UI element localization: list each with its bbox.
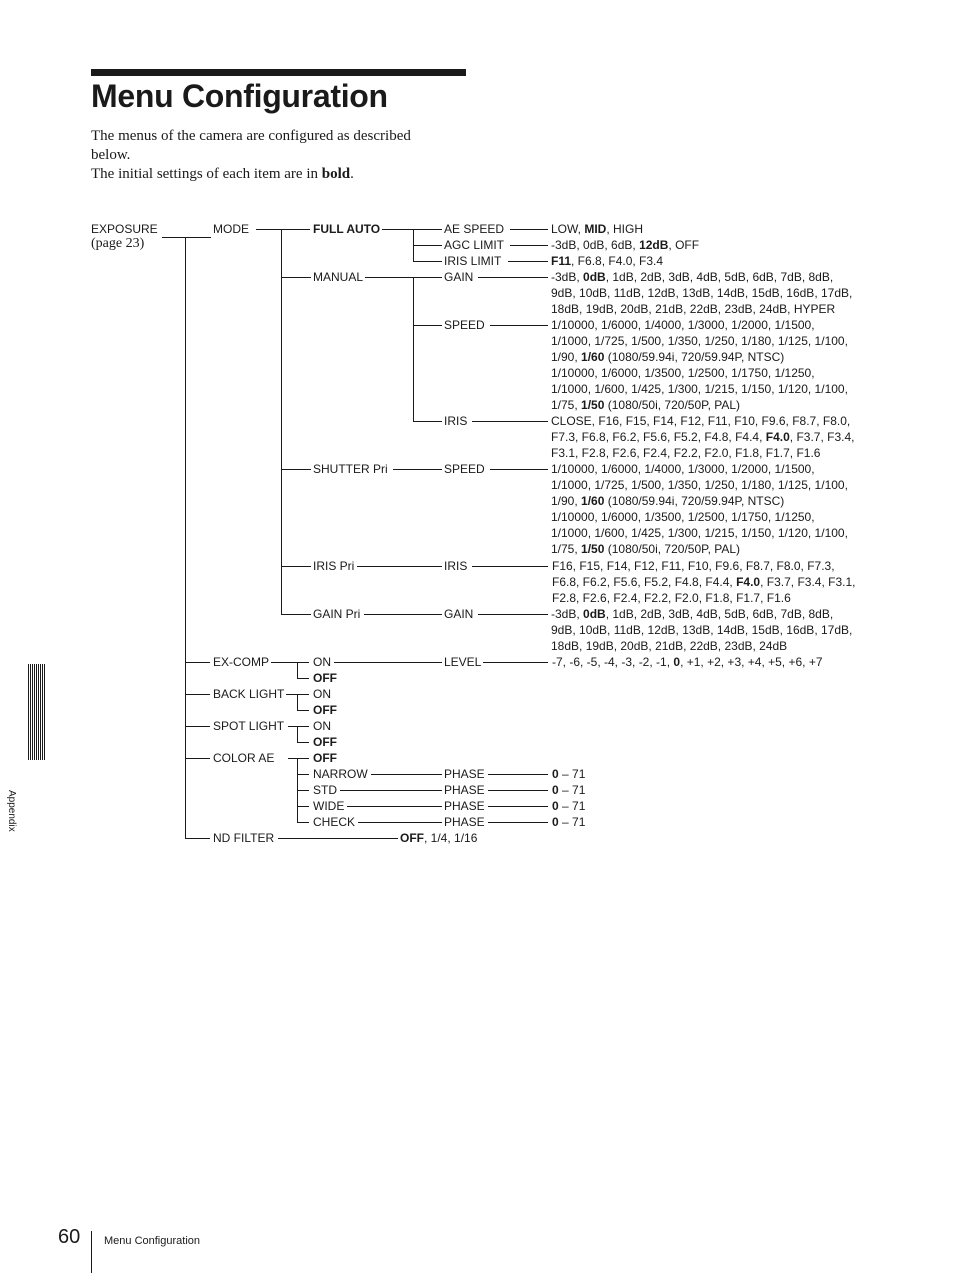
value-agc-limit: -3dB, 0dB, 6dB, 12dB, OFF [551,238,700,252]
value-speed-line-3: 1/90, 1/60 (1080/59.94i, 720/59.94P, NTSC) [551,350,785,364]
menu-exposure: EXPOSURE [91,222,158,236]
value-sp-speed-line-3: 1/90, 1/60 (1080/59.94i, 720/59.94P, NTSC) [551,494,785,508]
value-phase-wide: 0 – 71 [552,799,586,813]
value-sp-speed-line-4: 1/10000, 1/6000, 1/3500, 1/2500, 1/1750, 1/1250, [551,510,815,524]
value-ip-iris-line-3: F2.8, F2.6, F2.4, F2.2, F2.0, F1.8, F1.7, F1.6 [552,591,791,605]
color-ae-off: OFF [313,751,337,765]
item-phase-check: PHASE [444,815,485,829]
menu-nd-filter: ND FILTER [213,831,275,845]
intro-line-2: below. [91,147,131,163]
item-phase-std: PHASE [444,783,485,797]
page-title: Menu Configuration [91,78,388,114]
color-ae-check: CHECK [313,815,356,829]
value-iris-line-2: F7.3, F6.8, F6.2, F5.6, F5.2, F4.8, F4.4, F4.0, F3.7, F3.4, [551,430,855,444]
title-rule [91,69,466,76]
menu-spot-light: SPOT LIGHT [213,719,285,733]
value-gp-gain-line-3: 18dB, 19dB, 20dB, 21dB, 22dB, 23dB, 24dB [551,639,788,653]
item-iris: IRIS [444,414,468,428]
section-tab-marker [28,664,46,760]
value-nd-filter: OFF, 1/4, 1/16 [400,831,478,845]
back-light-on: ON [313,687,331,701]
value-sp-speed-line-5: 1/1000, 1/600, 1/425, 1/300, 1/215, 1/150, 1/120, 1/100, [551,526,848,540]
intro-line-1: The menus of the camera are configured as described [91,128,411,144]
menu-mode: MODE [213,222,249,236]
mode-full-auto: FULL AUTO [313,222,381,236]
value-phase-check: 0 – 71 [552,815,586,829]
value-sp-speed-line-6: 1/75, 1/50 (1080/50i, 720/50P, PAL) [551,542,741,556]
value-gain-line-1: -3dB, 0dB, 1dB, 2dB, 3dB, 4dB, 5dB, 6dB, 7dB, 8dB, [551,270,834,284]
item-phase-narrow: PHASE [444,767,485,781]
spot-light-off: OFF [313,735,337,749]
value-ip-iris-line-1: F16, F15, F14, F12, F11, F10, F9.6, F8.7, F8.0, F7.3, [552,559,835,573]
value-iris-line-3: F3.1, F2.8, F2.6, F2.4, F2.2, F2.0, F1.8, F1.7, F1.6 [551,446,821,460]
item-level: LEVEL [444,655,482,669]
value-ae-speed: LOW, MID, HIGH [551,222,644,236]
color-ae-std: STD [313,783,337,797]
mode-shutter-pri: SHUTTER Pri [313,462,388,476]
value-gp-gain-line-1: -3dB, 0dB, 1dB, 2dB, 3dB, 4dB, 5dB, 6dB, 7dB, 8dB, [551,607,834,621]
back-light-off: OFF [313,703,337,717]
value-ip-iris-line-2: F6.8, F6.2, F5.6, F5.2, F4.8, F4.4, F4.0, F3.7, F3.4, F3.1, [552,575,856,589]
mode-gain-pri: GAIN Pri [313,607,361,621]
value-phase-narrow: 0 – 71 [552,767,586,781]
item-speed-shutter: SPEED [444,462,485,476]
ex-comp-off: OFF [313,671,337,685]
item-gain-pri-gain: GAIN [444,607,474,621]
value-gain-line-3: 18dB, 19dB, 20dB, 21dB, 22dB, 23dB, 24dB, HYPER [551,302,836,316]
item-phase-wide: PHASE [444,799,485,813]
value-iris-line-1: CLOSE, F16, F15, F14, F12, F11, F10, F9.6, F8.7, F8.0, [551,414,851,428]
ex-comp-on: ON [313,655,331,669]
page-number: 60 [58,1226,81,1248]
intro-line-3: The initial settings of each item are in bold. [91,166,354,182]
mode-iris-pri: IRIS Pri [313,559,355,573]
item-speed: SPEED [444,318,485,332]
value-gp-gain-line-2: 9dB, 10dB, 11dB, 12dB, 13dB, 14dB, 15dB, 16dB, 17dB, [551,623,853,637]
value-speed-line-2: 1/1000, 1/725, 1/500, 1/350, 1/250, 1/180, 1/125, 1/100, [551,334,848,348]
menu-color-ae: COLOR AE [213,751,275,765]
value-gain-line-2: 9dB, 10dB, 11dB, 12dB, 13dB, 14dB, 15dB, 16dB, 17dB, [551,286,853,300]
value-iris-limit: F11, F6.8, F4.0, F3.4 [551,254,664,268]
value-speed-line-1: 1/10000, 1/6000, 1/4000, 1/3000, 1/2000, 1/1500, [551,318,815,332]
item-agc-limit: AGC LIMIT [444,238,505,252]
item-ae-speed: AE SPEED [444,222,505,236]
item-iris-limit: IRIS LIMIT [444,254,502,268]
value-level: -7, -6, -5, -4, -3, -2, -1, 0, +1, +2, +3, +4, +5, +6, +7 [552,655,823,669]
spot-light-on: ON [313,719,331,733]
color-ae-narrow: NARROW [313,767,368,781]
value-speed-line-5: 1/1000, 1/600, 1/425, 1/300, 1/215, 1/150, 1/120, 1/100, [551,382,848,396]
menu-back-light: BACK LIGHT [213,687,285,701]
value-sp-speed-line-1: 1/10000, 1/6000, 1/4000, 1/3000, 1/2000, 1/1500, [551,462,815,476]
value-speed-line-6: 1/75, 1/50 (1080/50i, 720/50P, PAL) [551,398,741,412]
mode-manual: MANUAL [313,270,364,284]
footer-divider [91,1231,92,1273]
menu-ex-comp: EX-COMP [213,655,270,669]
item-iris-pri-iris: IRIS [444,559,468,573]
footer-section-title: Menu Configuration [104,1235,201,1247]
value-phase-std: 0 – 71 [552,783,586,797]
page-reference: (page 23) [91,236,145,251]
value-speed-line-4: 1/10000, 1/6000, 1/3500, 1/2500, 1/1750, 1/1250, [551,366,815,380]
value-sp-speed-line-2: 1/1000, 1/725, 1/500, 1/350, 1/250, 1/180, 1/125, 1/100, [551,478,848,492]
color-ae-wide: WIDE [313,799,345,813]
section-label: Appendix [6,790,17,832]
item-gain: GAIN [444,270,474,284]
